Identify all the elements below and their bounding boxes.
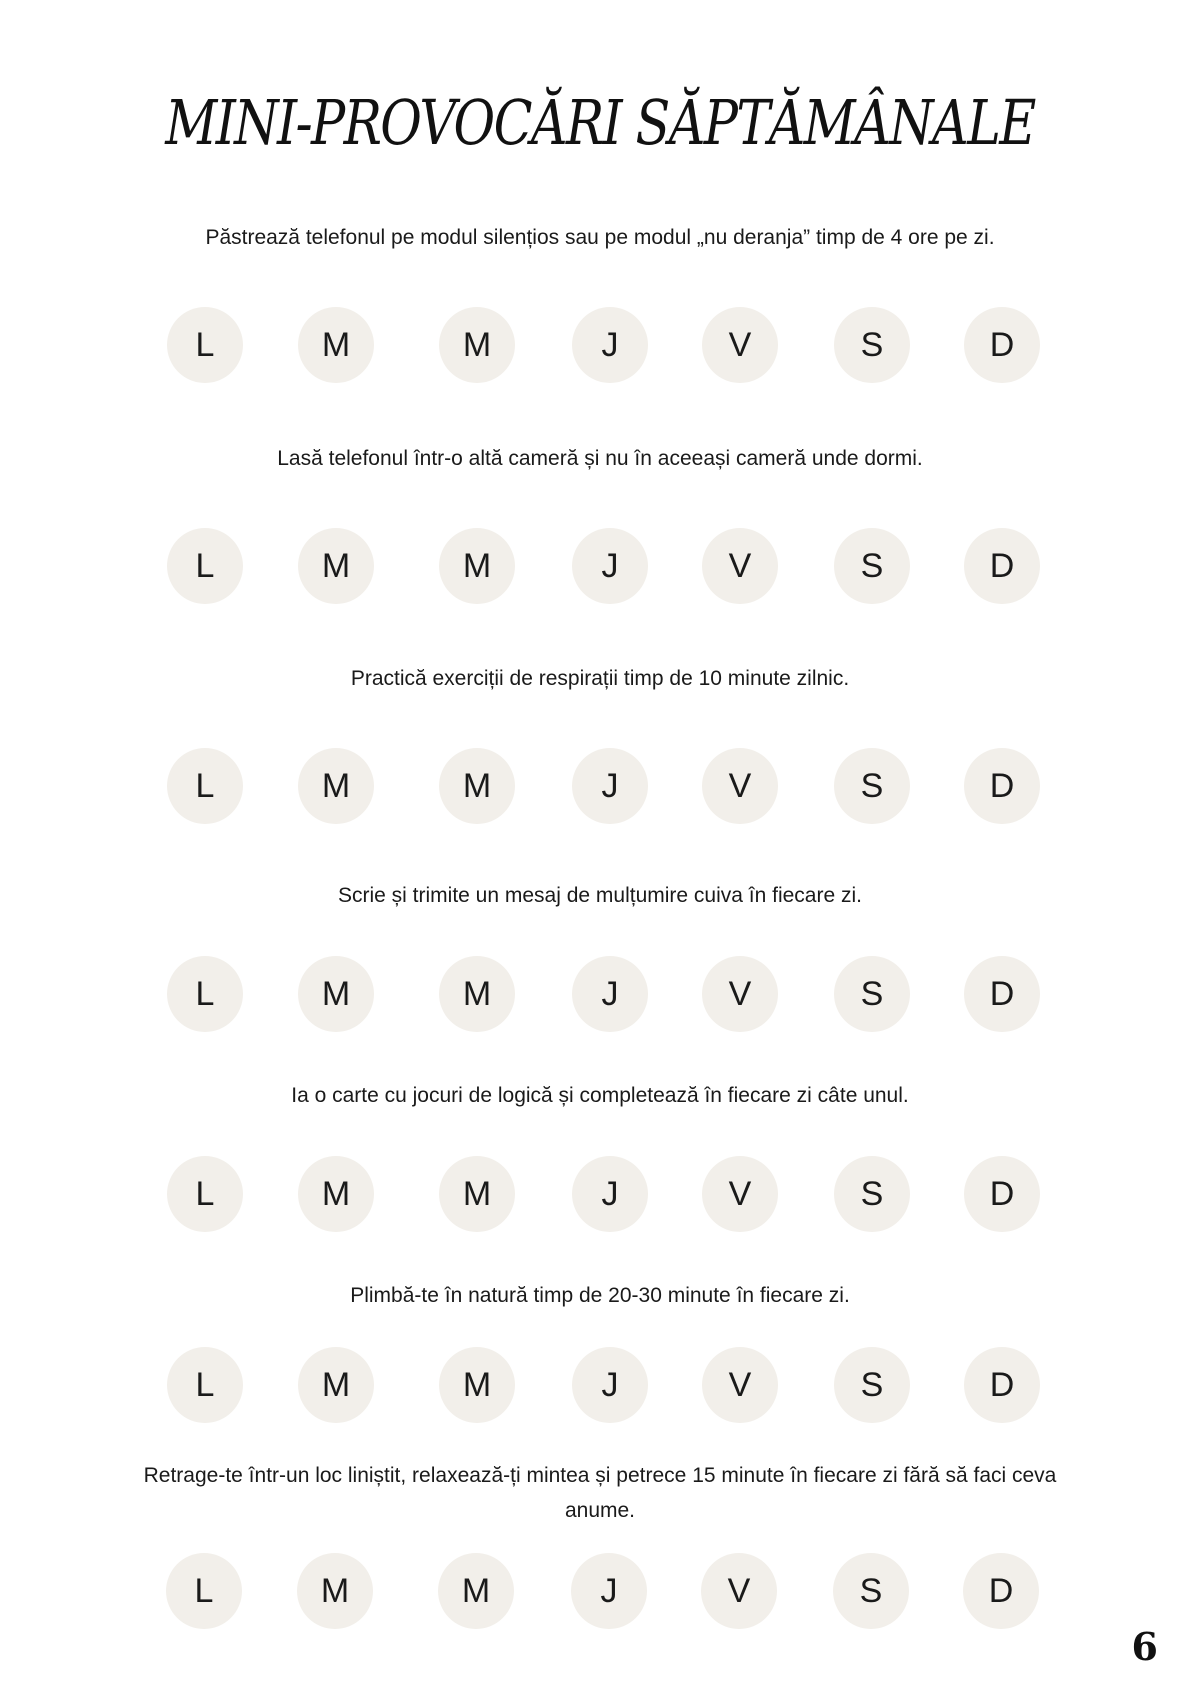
challenge-text: Lasă telefonul într-o altă cameră și nu în aceeași cameră unde dormi. <box>277 447 923 470</box>
day-checkbox-monday[interactable]: L <box>166 1553 242 1629</box>
day-checkbox-monday[interactable]: L <box>167 748 243 824</box>
day-checkbox-tuesday[interactable]: M <box>298 307 374 383</box>
day-checkbox-sunday[interactable]: D <box>963 1553 1039 1629</box>
day-checkbox-wednesday[interactable]: M <box>439 1347 515 1423</box>
day-checkbox-tuesday[interactable]: M <box>298 1156 374 1232</box>
day-row <box>0 956 1200 1036</box>
challenge-text: Retrage-te într-un loc liniștit, relaxează-ți mintea și petrece 15 minute în fiecare zi fără să faci ceva anume. <box>143 1464 1057 1522</box>
challenge-text: Păstrează telefonul pe modul silențios sau pe modul „nu deranja” timp de 4 ore pe zi. <box>205 226 995 249</box>
challenge-text: Plimbă-te în natură timp de 20-30 minute în fiecare zi. <box>350 1284 850 1307</box>
day-checkbox-friday[interactable]: V <box>702 956 778 1032</box>
day-row <box>0 748 1200 828</box>
day-checkbox-saturday[interactable]: S <box>834 307 910 383</box>
day-checkbox-saturday[interactable]: S <box>834 528 910 604</box>
challenge-text: Practică exerciții de respirații timp de 10 minute zilnic. <box>350 667 850 690</box>
day-row <box>0 307 1200 387</box>
day-checkbox-sunday[interactable]: D <box>964 748 1040 824</box>
day-checkbox-sunday[interactable]: D <box>964 956 1040 1032</box>
day-row <box>0 1553 1200 1633</box>
day-checkbox-sunday[interactable]: D <box>964 1156 1040 1232</box>
day-checkbox-thursday[interactable]: J <box>572 528 648 604</box>
challenge-text: Scrie și trimite un mesaj de mulțumire cuiva în fiecare zi. <box>337 884 862 907</box>
day-row <box>0 1156 1200 1236</box>
day-checkbox-saturday[interactable]: S <box>834 748 910 824</box>
day-checkbox-monday[interactable]: L <box>167 1156 243 1232</box>
day-checkbox-monday[interactable]: L <box>167 528 243 604</box>
day-checkbox-saturday[interactable]: S <box>833 1553 909 1629</box>
day-checkbox-wednesday[interactable]: M <box>438 1553 514 1629</box>
day-checkbox-wednesday[interactable]: M <box>439 1156 515 1232</box>
day-checkbox-tuesday[interactable]: M <box>298 528 374 604</box>
page-title: MINI-PROVOCĂRI SĂPTĂMÂNALE <box>165 86 1035 159</box>
day-checkbox-thursday[interactable]: J <box>572 1156 648 1232</box>
day-checkbox-sunday[interactable]: D <box>964 528 1040 604</box>
day-row <box>0 528 1200 608</box>
day-checkbox-tuesday[interactable]: M <box>297 1553 373 1629</box>
day-checkbox-monday[interactable]: L <box>167 307 243 383</box>
day-checkbox-thursday[interactable]: J <box>572 956 648 1032</box>
day-checkbox-saturday[interactable]: S <box>834 1347 910 1423</box>
day-checkbox-wednesday[interactable]: M <box>439 956 515 1032</box>
day-checkbox-friday[interactable]: V <box>701 1553 777 1629</box>
day-checkbox-sunday[interactable]: D <box>964 307 1040 383</box>
day-checkbox-friday[interactable]: V <box>702 748 778 824</box>
day-checkbox-friday[interactable]: V <box>702 1156 778 1232</box>
day-row <box>0 1347 1200 1427</box>
day-checkbox-thursday[interactable]: J <box>572 748 648 824</box>
day-checkbox-thursday[interactable]: J <box>571 1553 647 1629</box>
day-checkbox-saturday[interactable]: S <box>834 1156 910 1232</box>
day-checkbox-wednesday[interactable]: M <box>439 307 515 383</box>
day-checkbox-tuesday[interactable]: M <box>298 748 374 824</box>
day-checkbox-friday[interactable]: V <box>702 528 778 604</box>
page-number: 6 <box>1131 1624 1158 1669</box>
day-checkbox-wednesday[interactable]: M <box>439 528 515 604</box>
day-checkbox-saturday[interactable]: S <box>834 956 910 1032</box>
day-checkbox-sunday[interactable]: D <box>964 1347 1040 1423</box>
day-checkbox-tuesday[interactable]: M <box>298 956 374 1032</box>
day-checkbox-monday[interactable]: L <box>167 1347 243 1423</box>
challenge-text: Ia o carte cu jocuri de logică și completează în fiecare zi câte unul. <box>291 1084 909 1107</box>
day-checkbox-wednesday[interactable]: M <box>439 748 515 824</box>
day-checkbox-monday[interactable]: L <box>167 956 243 1032</box>
day-checkbox-friday[interactable]: V <box>702 1347 778 1423</box>
day-checkbox-friday[interactable]: V <box>702 307 778 383</box>
day-checkbox-tuesday[interactable]: M <box>298 1347 374 1423</box>
day-checkbox-thursday[interactable]: J <box>572 307 648 383</box>
day-checkbox-thursday[interactable]: J <box>572 1347 648 1423</box>
